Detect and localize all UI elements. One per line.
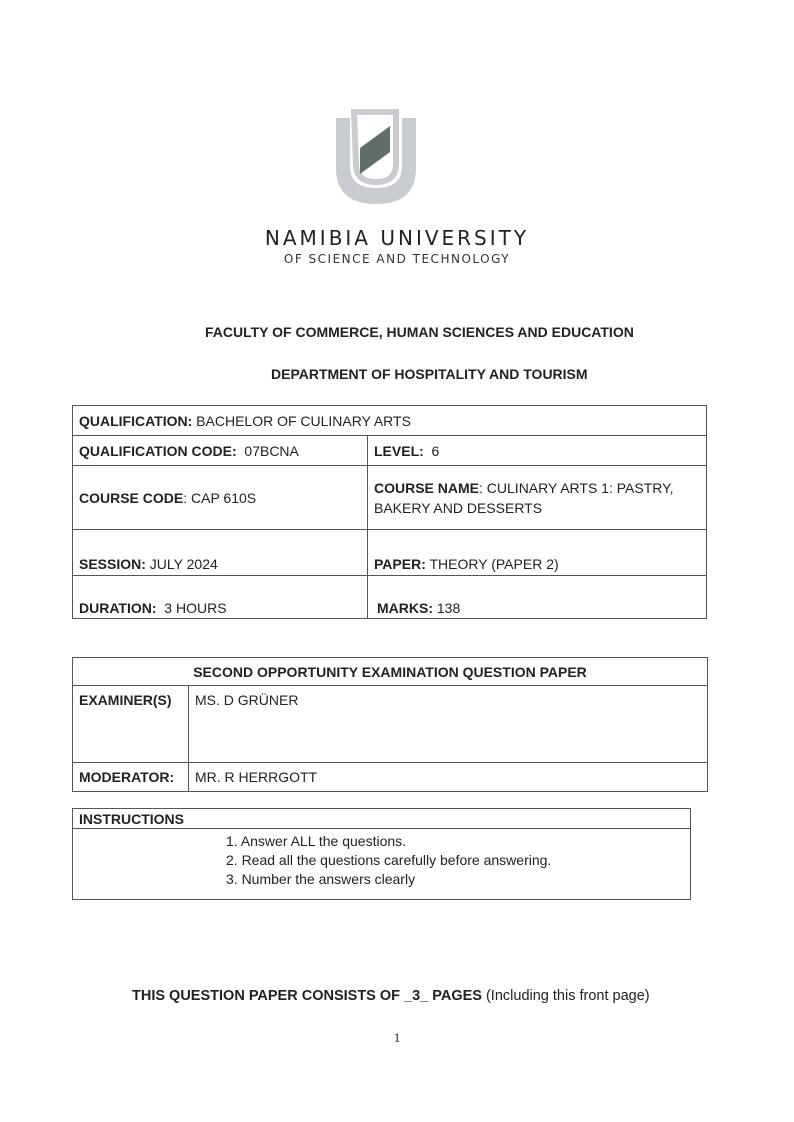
course-name-value: : CULINARY ARTS 1: PASTRY, BAKERY AND DESSERTS: [374, 479, 674, 516]
examiner-value: MS. D GRÜNER: [189, 686, 708, 763]
moderator-value: MR. R HERRGOTT: [189, 763, 708, 792]
level-value: 6: [423, 442, 440, 459]
paper-cell: [368, 530, 707, 576]
marks-label: MARKS:: [377, 600, 433, 616]
course-name-cell: [368, 466, 707, 530]
university-name: NAMIBIA UNIVERSITY: [264, 226, 530, 250]
faculty-heading: FACULTY OF COMMERCE, HUMAN SCIENCES AND EDUCATION: [205, 324, 634, 340]
page-count-parenthetical: (Including this front page): [481, 988, 650, 1004]
instructions-spacer: [73, 829, 189, 900]
page-count-note: [132, 988, 650, 1004]
examiner-label: EXAMINER(S): [73, 686, 189, 763]
qualification-cell: [73, 406, 707, 436]
instructions-table: [72, 808, 691, 900]
qualification-code-value: 07BCNA: [236, 442, 299, 459]
marks-cell: [368, 576, 707, 619]
exam-title: SECOND OPPORTUNITY EXAMINATION QUESTION PAPER: [73, 658, 708, 686]
instruction-item: 2. Read all the questions carefully before answering.: [226, 852, 552, 868]
exam-details-table: [72, 405, 707, 619]
qualification-code-cell: [73, 436, 368, 466]
duration-label: DURATION:: [79, 600, 157, 616]
session-value: JULY 2024: [145, 556, 218, 572]
marks-value: 138: [433, 600, 461, 616]
page-count-bold: THIS QUESTION PAPER CONSISTS OF _3_ PAGES: [132, 988, 482, 1004]
session-label: SESSION:: [79, 556, 146, 572]
level-cell: [368, 436, 707, 466]
instruction-item: 3. Number the answers clearly: [226, 871, 416, 887]
duration-cell: [73, 576, 368, 619]
course-code-cell: [73, 466, 368, 530]
examiners-table: [72, 657, 708, 792]
course-code-label: COURSE CODE: [79, 489, 184, 506]
instruction-item: 1. Answer ALL the questions.: [226, 833, 407, 849]
moderator-label: MODERATOR:: [73, 763, 189, 792]
instructions-cell: [188, 829, 691, 900]
qualification-label: QUALIFICATION:: [79, 412, 193, 429]
qualification-value: BACHELOR OF CULINARY ARTS: [192, 412, 411, 429]
course-code-value: : CAP 610S: [183, 489, 257, 506]
instructions-title: INSTRUCTIONS: [73, 809, 691, 829]
level-label: LEVEL:: [374, 442, 424, 459]
university-logo: [330, 108, 422, 208]
qualification-code-label: QUALIFICATION CODE:: [79, 442, 237, 459]
session-cell: [73, 530, 368, 576]
paper-label: PAPER:: [374, 556, 426, 572]
duration-value: 3 HOURS: [156, 600, 227, 616]
department-heading: DEPARTMENT OF HOSPITALITY AND TOURISM: [271, 366, 588, 382]
instructions-list: [226, 832, 684, 889]
paper-value: THEORY (PAPER 2): [425, 556, 559, 572]
course-name-label: COURSE NAME: [374, 479, 480, 496]
page-number: 1: [393, 1030, 401, 1045]
university-subtitle: OF SCIENCE AND TECHNOLOGY: [283, 252, 511, 266]
